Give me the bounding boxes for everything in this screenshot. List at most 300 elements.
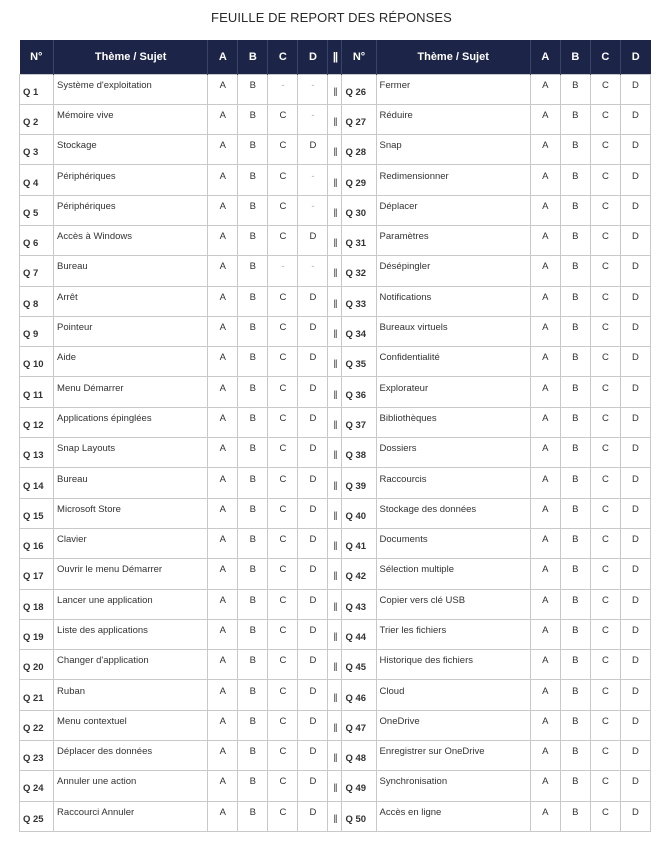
question-number: Q 6	[20, 225, 54, 255]
answer-option-c[interactable]: C	[268, 286, 298, 316]
answer-option-b[interactable]: B	[560, 771, 590, 801]
answer-option-b[interactable]: B	[238, 74, 268, 104]
question-number: Q 27	[342, 104, 376, 134]
answer-option-b[interactable]: B	[560, 438, 590, 468]
answer-option-d[interactable]: D	[620, 559, 650, 589]
answer-option-c[interactable]: C	[268, 135, 298, 165]
answer-option-c[interactable]: C	[590, 801, 620, 831]
answer-option-a[interactable]: A	[208, 74, 238, 104]
answer-option-a[interactable]: A	[530, 286, 560, 316]
question-number: Q 19	[20, 619, 54, 649]
question-topic: Bureau	[54, 256, 208, 286]
answer-option-d[interactable]: D	[298, 710, 328, 740]
header-topic-left: Thème / Sujet	[54, 40, 208, 74]
answer-option-a[interactable]: A	[208, 256, 238, 286]
header-row	[20, 40, 651, 74]
answer-option-b[interactable]: B	[238, 619, 268, 649]
question-number: Q 23	[20, 741, 54, 771]
answer-option-b[interactable]: B	[238, 135, 268, 165]
answer-option-c[interactable]: C	[590, 286, 620, 316]
question-number: Q 34	[342, 316, 376, 346]
answer-option-b[interactable]: B	[560, 377, 590, 407]
answer-option-d[interactable]: D	[298, 619, 328, 649]
answer-option-d[interactable]: D	[620, 528, 650, 558]
answer-option-a[interactable]: A	[530, 407, 560, 437]
column-separator: ||	[328, 680, 342, 710]
answer-option-b[interactable]: B	[560, 619, 590, 649]
answer-option-c[interactable]: C	[268, 741, 298, 771]
answer-option-a[interactable]: A	[530, 468, 560, 498]
answer-option-b[interactable]: B	[560, 316, 590, 346]
answer-option-c[interactable]: C	[590, 225, 620, 255]
question-topic: Copier vers clé USB	[376, 589, 530, 619]
answer-option-b[interactable]: B	[560, 407, 590, 437]
answer-option-c[interactable]: C	[268, 589, 298, 619]
answer-option-c[interactable]: C	[590, 528, 620, 558]
answer-option-a[interactable]: A	[530, 438, 560, 468]
table-row	[20, 135, 651, 165]
answer-option-b[interactable]: B	[560, 801, 590, 831]
answer-option-c[interactable]: C	[268, 104, 298, 134]
answer-option-c[interactable]: C	[590, 741, 620, 771]
column-separator: ||	[328, 619, 342, 649]
answer-option-a[interactable]: A	[530, 680, 560, 710]
answer-option-a[interactable]: A	[208, 286, 238, 316]
answer-option-d[interactable]: D	[620, 619, 650, 649]
answer-option-c[interactable]: C	[590, 347, 620, 377]
answer-option-c[interactable]: C	[268, 498, 298, 528]
answer-option-a[interactable]: A	[208, 619, 238, 649]
answer-option-a[interactable]: A	[208, 347, 238, 377]
table-row	[20, 286, 651, 316]
answer-option-c[interactable]: C	[268, 619, 298, 649]
answer-option-d[interactable]: D	[620, 316, 650, 346]
answer-option-d[interactable]: D	[620, 680, 650, 710]
question-number: Q 14	[20, 468, 54, 498]
question-topic: Menu Démarrer	[54, 377, 208, 407]
answer-option-b[interactable]: B	[238, 225, 268, 255]
question-number: Q 46	[342, 680, 376, 710]
answer-option-d[interactable]: D	[298, 407, 328, 437]
answer-option-a[interactable]: A	[208, 559, 238, 589]
question-number: Q 15	[20, 498, 54, 528]
answer-option-a[interactable]: A	[208, 438, 238, 468]
answer-option-b[interactable]: B	[238, 256, 268, 286]
table-row	[20, 225, 651, 255]
answer-option-c[interactable]: C	[590, 650, 620, 680]
question-number: Q 37	[342, 407, 376, 437]
answer-option-d[interactable]: -	[298, 195, 328, 225]
answer-option-a[interactable]: A	[530, 195, 560, 225]
column-separator: ||	[328, 74, 342, 104]
answer-option-c[interactable]: C	[590, 710, 620, 740]
answer-option-b[interactable]: B	[238, 438, 268, 468]
header-d-right: D	[620, 40, 650, 74]
question-number: Q 43	[342, 589, 376, 619]
page-title: FEUILLE DE REPORT DES RÉPONSES	[211, 10, 452, 25]
table-row	[20, 619, 651, 649]
answer-option-a[interactable]: A	[208, 195, 238, 225]
answer-option-c[interactable]: C	[590, 468, 620, 498]
answer-option-a[interactable]: A	[208, 801, 238, 831]
answer-option-a[interactable]: A	[208, 650, 238, 680]
answer-option-d[interactable]: D	[620, 225, 650, 255]
table-row	[20, 438, 651, 468]
answer-option-c[interactable]: -	[268, 74, 298, 104]
answer-option-c[interactable]: C	[268, 559, 298, 589]
answer-option-d[interactable]: D	[620, 286, 650, 316]
question-topic: Pointeur	[54, 316, 208, 346]
column-separator: ||	[328, 741, 342, 771]
answer-option-c[interactable]: C	[590, 771, 620, 801]
answer-option-a[interactable]: A	[530, 165, 560, 195]
answer-option-d[interactable]: D	[298, 589, 328, 619]
answer-option-d[interactable]: D	[298, 438, 328, 468]
column-separator: ||	[328, 347, 342, 377]
answer-option-d[interactable]: D	[298, 771, 328, 801]
column-separator: ||	[328, 225, 342, 255]
answer-option-b[interactable]: B	[238, 589, 268, 619]
answer-option-b[interactable]: B	[560, 74, 590, 104]
question-number: Q 20	[20, 650, 54, 680]
column-separator: ||	[328, 407, 342, 437]
answer-option-b[interactable]: B	[560, 589, 590, 619]
answer-option-b[interactable]: B	[560, 741, 590, 771]
answer-option-a[interactable]: A	[208, 468, 238, 498]
question-topic: Raccourci Annuler	[54, 801, 208, 831]
column-separator: ||	[328, 377, 342, 407]
answer-option-c[interactable]: C	[268, 801, 298, 831]
answer-option-d[interactable]: D	[298, 498, 328, 528]
answer-option-b[interactable]: B	[238, 528, 268, 558]
answer-option-b[interactable]: B	[238, 377, 268, 407]
answer-option-c[interactable]: C	[590, 680, 620, 710]
answer-option-b[interactable]: B	[238, 559, 268, 589]
answer-option-b[interactable]: B	[560, 347, 590, 377]
answer-option-b[interactable]: B	[238, 286, 268, 316]
answer-option-b[interactable]: B	[238, 347, 268, 377]
answer-option-a[interactable]: A	[208, 680, 238, 710]
answer-option-c[interactable]: -	[268, 256, 298, 286]
question-topic: Notifications	[376, 286, 530, 316]
answer-option-d[interactable]: D	[620, 650, 650, 680]
answer-option-a[interactable]: A	[530, 528, 560, 558]
question-number: Q 29	[342, 165, 376, 195]
answer-option-d[interactable]: D	[620, 256, 650, 286]
question-number: Q 17	[20, 559, 54, 589]
column-separator: ||	[328, 771, 342, 801]
question-topic: Redimensionner	[376, 165, 530, 195]
answer-option-c[interactable]: C	[268, 438, 298, 468]
answer-option-d[interactable]: -	[298, 256, 328, 286]
answer-option-c[interactable]: C	[268, 316, 298, 346]
column-separator: ||	[328, 710, 342, 740]
answer-option-c[interactable]: C	[590, 559, 620, 589]
answer-option-a[interactable]: A	[530, 225, 560, 255]
answer-option-d[interactable]: D	[298, 316, 328, 346]
answer-option-a[interactable]: A	[530, 498, 560, 528]
answer-option-c[interactable]: C	[268, 195, 298, 225]
answer-option-d[interactable]: D	[620, 710, 650, 740]
answer-option-a[interactable]: A	[530, 710, 560, 740]
column-separator: ||	[328, 316, 342, 346]
answer-option-d[interactable]: D	[620, 135, 650, 165]
question-topic: Bibliothèques	[376, 407, 530, 437]
answer-option-c[interactable]: C	[268, 377, 298, 407]
column-separator: ||	[328, 468, 342, 498]
answer-option-a[interactable]: A	[530, 256, 560, 286]
question-number: Q 13	[20, 438, 54, 468]
header-separator: ||	[328, 40, 342, 74]
column-separator: ||	[328, 195, 342, 225]
answer-option-b[interactable]: B	[238, 407, 268, 437]
answer-option-b[interactable]: B	[238, 680, 268, 710]
answer-option-b[interactable]: B	[560, 225, 590, 255]
table-row	[20, 710, 651, 740]
answer-option-c[interactable]: C	[590, 256, 620, 286]
answer-option-c[interactable]: C	[590, 619, 620, 649]
answer-option-b[interactable]: B	[560, 680, 590, 710]
question-number: Q 3	[20, 135, 54, 165]
question-topic: Arrêt	[54, 286, 208, 316]
question-number: Q 33	[342, 286, 376, 316]
table-row	[20, 316, 651, 346]
answer-option-a[interactable]: A	[208, 104, 238, 134]
answer-option-b[interactable]: B	[560, 498, 590, 528]
table-row	[20, 407, 651, 437]
answer-option-d[interactable]: D	[620, 377, 650, 407]
question-number: Q 12	[20, 407, 54, 437]
answer-option-d[interactable]: -	[298, 165, 328, 195]
answer-option-d[interactable]: D	[298, 801, 328, 831]
question-topic: Aide	[54, 347, 208, 377]
answer-option-d[interactable]: D	[298, 559, 328, 589]
answer-option-d[interactable]: D	[620, 468, 650, 498]
answer-option-d[interactable]: D	[298, 680, 328, 710]
table-row	[20, 801, 651, 831]
answer-option-b[interactable]: B	[238, 650, 268, 680]
answer-option-d[interactable]: D	[298, 347, 328, 377]
answer-option-c[interactable]: C	[268, 407, 298, 437]
answer-option-c[interactable]: C	[268, 680, 298, 710]
answer-option-b[interactable]: B	[238, 104, 268, 134]
answer-option-d[interactable]: D	[298, 528, 328, 558]
table-row	[20, 771, 651, 801]
answer-option-d[interactable]: D	[298, 468, 328, 498]
answer-option-d[interactable]: D	[620, 741, 650, 771]
answer-option-a[interactable]: A	[208, 528, 238, 558]
question-number: Q 8	[20, 286, 54, 316]
question-number: Q 47	[342, 710, 376, 740]
answer-option-a[interactable]: A	[208, 741, 238, 771]
answer-option-d[interactable]: D	[620, 498, 650, 528]
answer-option-a[interactable]: A	[530, 801, 560, 831]
answer-option-c[interactable]: C	[268, 771, 298, 801]
answer-option-b[interactable]: B	[560, 165, 590, 195]
question-topic: Ouvrir le menu Démarrer	[54, 559, 208, 589]
column-separator: ||	[328, 589, 342, 619]
answer-option-c[interactable]: C	[590, 195, 620, 225]
answer-option-c[interactable]: C	[268, 347, 298, 377]
header-b-left: B	[238, 40, 268, 74]
question-number: Q 18	[20, 589, 54, 619]
answer-option-a[interactable]: A	[530, 377, 560, 407]
answer-option-b[interactable]: B	[238, 710, 268, 740]
answer-option-b[interactable]: B	[560, 650, 590, 680]
answer-option-b[interactable]: B	[238, 771, 268, 801]
answer-option-a[interactable]: A	[208, 407, 238, 437]
header-c-left: C	[268, 40, 298, 74]
answer-option-c[interactable]: C	[268, 165, 298, 195]
question-topic: Menu contextuel	[54, 710, 208, 740]
answer-option-d[interactable]: D	[620, 438, 650, 468]
answer-option-c[interactable]: C	[590, 316, 620, 346]
answer-option-c[interactable]: C	[590, 165, 620, 195]
answer-option-b[interactable]: B	[560, 528, 590, 558]
answer-option-b[interactable]: B	[238, 801, 268, 831]
answer-option-d[interactable]: -	[298, 74, 328, 104]
answer-option-a[interactable]: A	[530, 619, 560, 649]
question-number: Q 40	[342, 498, 376, 528]
question-number: Q 39	[342, 468, 376, 498]
answer-option-d[interactable]: D	[620, 165, 650, 195]
answer-option-c[interactable]: C	[268, 468, 298, 498]
answer-option-d[interactable]: D	[620, 195, 650, 225]
header-num-left: N°	[20, 40, 54, 74]
header-topic-right: Thème / Sujet	[376, 40, 530, 74]
question-topic: Microsoft Store	[54, 498, 208, 528]
column-separator: ||	[328, 256, 342, 286]
question-number: Q 50	[342, 801, 376, 831]
answer-option-d[interactable]: -	[298, 104, 328, 134]
answer-option-a[interactable]: A	[530, 589, 560, 619]
answer-option-a[interactable]: A	[530, 135, 560, 165]
answer-option-a[interactable]: A	[208, 589, 238, 619]
answer-option-d[interactable]: D	[298, 377, 328, 407]
answer-option-c[interactable]: C	[590, 498, 620, 528]
answer-option-b[interactable]: B	[560, 195, 590, 225]
answer-option-a[interactable]: A	[530, 741, 560, 771]
answer-option-b[interactable]: B	[238, 468, 268, 498]
answer-option-a[interactable]: A	[208, 135, 238, 165]
answer-option-b[interactable]: B	[560, 710, 590, 740]
question-topic: Déplacer	[376, 195, 530, 225]
answer-option-a[interactable]: A	[530, 347, 560, 377]
column-separator: ||	[328, 498, 342, 528]
answer-option-b[interactable]: B	[238, 498, 268, 528]
answer-option-c[interactable]: C	[590, 377, 620, 407]
answer-option-a[interactable]: A	[208, 377, 238, 407]
answer-option-b[interactable]: B	[560, 559, 590, 589]
question-topic: Cloud	[376, 680, 530, 710]
answer-option-c[interactable]: C	[268, 650, 298, 680]
answer-option-d[interactable]: D	[298, 286, 328, 316]
header-d-left: D	[298, 40, 328, 74]
answer-option-d[interactable]: D	[620, 771, 650, 801]
answer-option-a[interactable]: A	[530, 771, 560, 801]
answer-option-b[interactable]: B	[560, 104, 590, 134]
answer-option-d[interactable]: D	[298, 650, 328, 680]
question-topic: Paramètres	[376, 225, 530, 255]
answer-option-a[interactable]: A	[530, 316, 560, 346]
table-row	[20, 468, 651, 498]
answer-option-a[interactable]: A	[530, 650, 560, 680]
question-number: Q 38	[342, 438, 376, 468]
table-row	[20, 165, 651, 195]
answer-option-c[interactable]: C	[590, 135, 620, 165]
table-row	[20, 74, 651, 104]
answer-table-body	[20, 74, 651, 831]
question-topic: Lancer une application	[54, 589, 208, 619]
answer-option-c[interactable]: C	[268, 710, 298, 740]
answer-option-b[interactable]: B	[238, 316, 268, 346]
table-row	[20, 741, 651, 771]
question-topic: Snap Layouts	[54, 438, 208, 468]
question-number: Q 30	[342, 195, 376, 225]
answer-option-b[interactable]: B	[560, 286, 590, 316]
answer-option-b[interactable]: B	[238, 165, 268, 195]
table-row	[20, 528, 651, 558]
answer-option-a[interactable]: A	[530, 104, 560, 134]
answer-option-b[interactable]: B	[238, 741, 268, 771]
question-topic: Liste des applications	[54, 619, 208, 649]
answer-option-d[interactable]: D	[620, 407, 650, 437]
question-number: Q 36	[342, 377, 376, 407]
question-topic: Documents	[376, 528, 530, 558]
answer-option-b[interactable]: B	[560, 256, 590, 286]
answer-option-a[interactable]: A	[208, 316, 238, 346]
question-number: Q 49	[342, 771, 376, 801]
answer-option-a[interactable]: A	[208, 165, 238, 195]
answer-option-c[interactable]: C	[268, 225, 298, 255]
answer-option-d[interactable]: D	[298, 135, 328, 165]
question-topic: Accès à Windows	[54, 225, 208, 255]
answer-option-c[interactable]: C	[590, 438, 620, 468]
answer-option-a[interactable]: A	[530, 559, 560, 589]
answer-option-a[interactable]: A	[530, 74, 560, 104]
question-topic: Ruban	[54, 680, 208, 710]
answer-option-b[interactable]: B	[560, 135, 590, 165]
answer-option-a[interactable]: A	[208, 771, 238, 801]
question-topic: Enregistrer sur OneDrive	[376, 741, 530, 771]
answer-option-d[interactable]: D	[620, 801, 650, 831]
question-topic: Système d'exploitation	[54, 74, 208, 104]
question-number: Q 9	[20, 316, 54, 346]
answer-option-d[interactable]: D	[298, 741, 328, 771]
question-topic: Synchronisation	[376, 771, 530, 801]
answer-option-d[interactable]: D	[620, 347, 650, 377]
column-separator: ||	[328, 801, 342, 831]
answer-option-c[interactable]: C	[590, 74, 620, 104]
answer-option-c[interactable]: C	[590, 104, 620, 134]
answer-option-c[interactable]: C	[590, 589, 620, 619]
answer-option-a[interactable]: A	[208, 225, 238, 255]
answer-option-c[interactable]: C	[268, 528, 298, 558]
column-separator: ||	[328, 559, 342, 589]
answer-option-a[interactable]: A	[208, 498, 238, 528]
question-number: Q 31	[342, 225, 376, 255]
table-row	[20, 256, 651, 286]
question-topic: Clavier	[54, 528, 208, 558]
answer-option-d[interactable]: D	[620, 589, 650, 619]
answer-option-b[interactable]: B	[560, 468, 590, 498]
answer-option-d[interactable]: D	[298, 225, 328, 255]
answer-option-d[interactable]: D	[620, 104, 650, 134]
answer-option-c[interactable]: C	[590, 407, 620, 437]
answer-option-d[interactable]: D	[620, 74, 650, 104]
answer-option-b[interactable]: B	[238, 195, 268, 225]
answer-option-a[interactable]: A	[208, 710, 238, 740]
